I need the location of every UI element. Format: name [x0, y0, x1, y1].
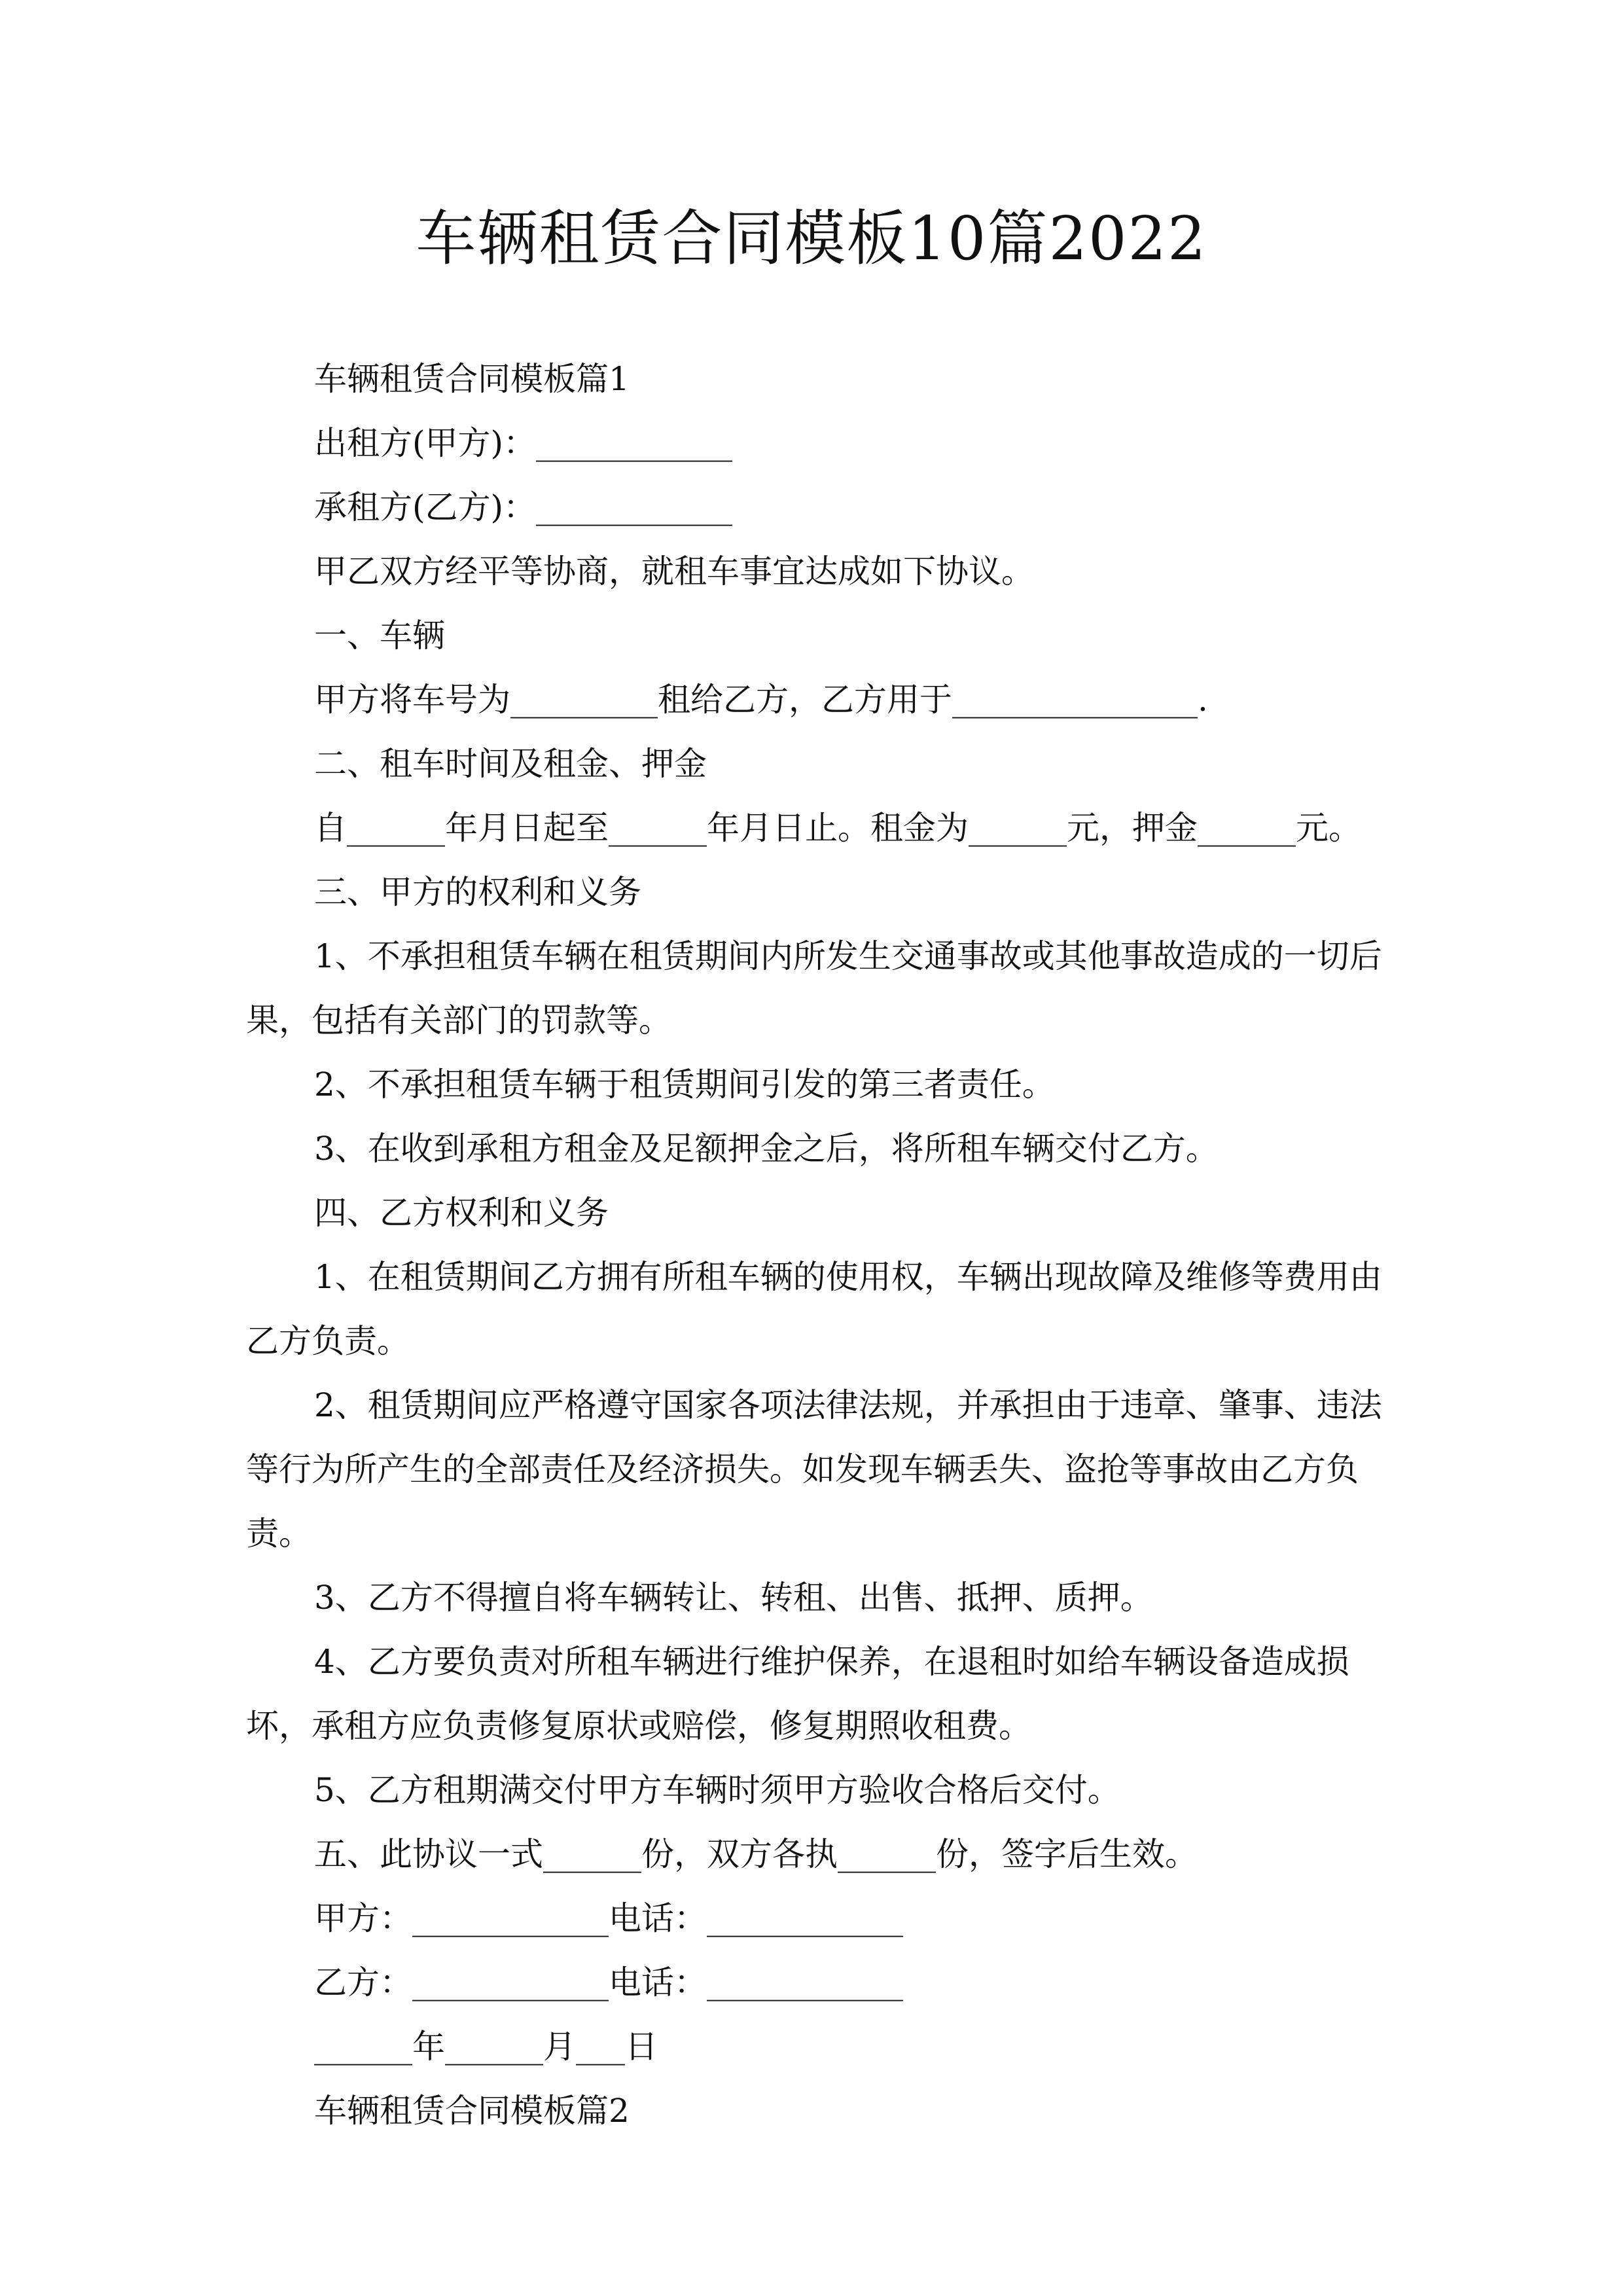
party-a-signature-line: 甲方：____________电话：____________ [314, 1899, 903, 1937]
document-body [246, 347, 1385, 2143]
clause-heading-vehicle: 一、车辆 [314, 617, 445, 655]
section-heading-2: 车辆租赁合同模板篇2 [314, 2092, 630, 2130]
agreement-intro: 甲乙双方经平等协商，就租车事宜达成如下协议。 [314, 552, 1034, 590]
lessee-duty-1: 1、在租赁期间乙方拥有所租车辆的使用权，车辆出现故障及维修等费用由乙方负责。 [246, 1258, 1382, 1360]
section-heading-1: 车辆租赁合同模板篇1 [314, 360, 630, 398]
lessee-duty-3: 3、乙方不得擅自将车辆转让、转租、出售、抵押、质押。 [314, 1579, 1153, 1617]
lessor-duty-3: 3、在收到承租方租金及足额押金之后，将所租车辆交付乙方。 [314, 1130, 1219, 1168]
term-clause: 自______年月日起至______年月日止。租金为______元，押金______元。 [314, 809, 1361, 847]
party-b-signature-line: 乙方：____________电话：____________ [314, 1964, 903, 2001]
lessor-line: 出租方(甲方)：____________ [314, 424, 733, 462]
lessee-duty-4: 4、乙方要负责对所租车辆进行维护保养，在退租时如给车辆设备造成损坏，承租方应负责修复原状或赔偿，修复期照收租费。 [246, 1643, 1349, 1745]
lessee-duty-5: 5、乙方租期满交付甲方车辆时须甲方验收合格后交付。 [314, 1771, 1120, 1809]
date-line: ______年______月___日 [314, 2028, 658, 2066]
lessor-duty-1: 1、不承担租赁车辆在租赁期间内所发生交通事故或其他事故造成的一切后果，包括有关部门的罚款等。 [246, 937, 1382, 1039]
clause-heading-lessor: 三、甲方的权利和义务 [314, 873, 641, 911]
vehicle-clause: 甲方将车号为_________租给乙方，乙方用于_______________. [314, 681, 1208, 719]
lessee-duty-2: 2、租赁期间应严格遵守国家各项法律法规，并承担由于违章、肇事、违法等行为所产生的全部责任及经济损失。如发现车辆丢失、盗抢等事故由乙方负责。 [246, 1386, 1382, 1552]
copies-clause: 五、此协议一式______份，双方各执______份，签字后生效。 [314, 1835, 1198, 1873]
clause-heading-lessee: 四、乙方权利和义务 [314, 1194, 609, 1232]
lessee-line: 承租方(乙方)：____________ [314, 488, 733, 526]
lessor-duty-2: 2、不承担租赁车辆于租赁期间引发的第三者责任。 [314, 1066, 1055, 1103]
document-title: 车辆租赁合同模板10篇2022 [416, 204, 1207, 274]
clause-heading-term: 二、租车时间及租金、押金 [314, 745, 707, 783]
